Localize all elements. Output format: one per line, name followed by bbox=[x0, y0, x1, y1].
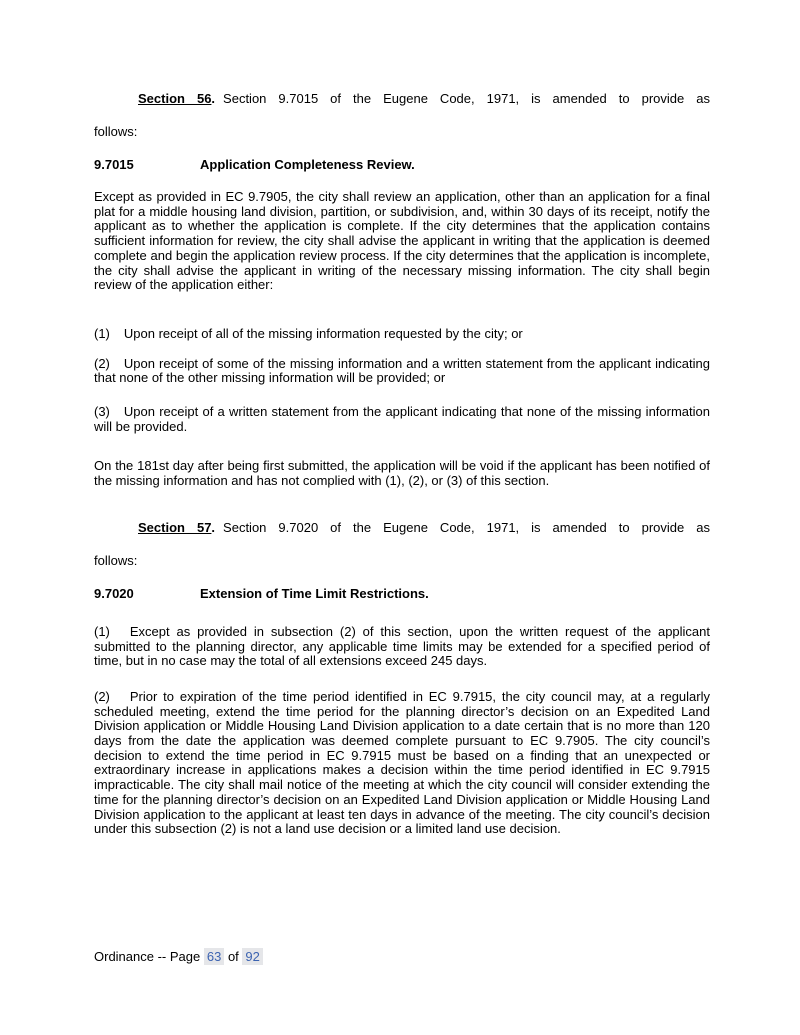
section-56-label-text: Section 56 bbox=[138, 91, 212, 106]
total-pages-field[interactable]: 92 bbox=[242, 948, 262, 965]
list-item-text: Upon receipt of some of the missing information and a written statement from the applicant indicating that none of the other missing information will be provided; or bbox=[94, 355, 710, 386]
section-56-label-period: . bbox=[211, 91, 216, 106]
section-56-label bbox=[138, 91, 215, 106]
code-number: 9.7020 bbox=[94, 585, 134, 601]
list-item-2 bbox=[94, 357, 710, 386]
footer-of-label: of bbox=[227, 948, 239, 964]
list-item-number: (3) bbox=[94, 404, 110, 420]
code-title: Extension of Time Limit Restrictions. bbox=[200, 585, 429, 601]
section-57 bbox=[94, 520, 710, 837]
section-57-label-period: . bbox=[211, 519, 216, 535]
subsection-1-paragraph bbox=[94, 625, 710, 669]
section-56-closing-paragraph: On the 181st day after being first submitted, the application will be void if the applicant has been notified of the missing information and has not complied with (1), (2), or (3) of this section. bbox=[94, 458, 710, 489]
section-57-intro-continuation: follows: bbox=[94, 552, 138, 568]
section-57-label bbox=[138, 520, 215, 535]
list-item-number: (2) bbox=[94, 355, 110, 371]
subsection-text: Prior to expiration of the time period identified in EC 9.7915, the city council may, at a regularly scheduled meeting, extend the time period for the planning director’s decision on an Expedited Land Division application or Middle Housing Land Division application to a date certain that is no more than 120 days from the date the application was deemed complete pursuant to EC 9.7905. The city council’s decision to extend the time period in EC 9.7915 must be based on a finding that an unexpected or extraordinary increase in applications makes a decision within the time period identified in EC 9.7915 impracticable. The city shall mail notice of the meeting at which the city council will consider extending the time for the planning director’s decision on an Expedited Land Division application or Middle Housing Land Division application to the applicant at least ten days in advance of the meeting. The city council’s decision under this subsection (2) is not a land use decision or a limited land use decision. bbox=[94, 688, 710, 837]
section-56-body-paragraph: Except as provided in EC 9.7905, the city shall review an application, other than an application for a final plat for a middle housing land division, partition, or subdivision, and, within 30 days of its receipt, notify the applicant as to whether the application is complete. If the city determines that the application contains sufficient information for review, the city shall advise the applicant in writing that the application is deemed complete and begin the application review process. If the city determines that the application is incomplete, the city shall advise the applicant in writing of the necessary missing information. The city shall begin review of the application either: bbox=[94, 189, 710, 293]
footer-prefix: Ordinance -- Page bbox=[94, 948, 201, 964]
list-item-text: Upon receipt of all of the missing information requested by the city; or bbox=[123, 325, 523, 341]
section-56-intro-line bbox=[94, 91, 710, 106]
section-56-intro-text: Section 9.7015 of the Eugene Code, 1971, is amended to provide as bbox=[223, 91, 710, 106]
list-item-text: Upon receipt of a written statement from the applicant indicating that none of the missing information will be provided. bbox=[94, 404, 710, 434]
subsection-number: (2) bbox=[94, 688, 110, 704]
code-heading-9-7015 bbox=[94, 157, 710, 172]
list-item-3 bbox=[94, 405, 710, 434]
page-footer bbox=[94, 947, 710, 967]
section-57-intro-line bbox=[94, 520, 710, 535]
code-title: Application Completeness Review. bbox=[200, 157, 415, 172]
section-56-intro-continuation: follows: bbox=[94, 124, 138, 139]
section-57-intro-text: Section 9.7020 of the Eugene Code, 1971, is amended to provide as bbox=[223, 519, 710, 535]
section-56 bbox=[94, 91, 710, 489]
subsection-2-paragraph bbox=[94, 690, 710, 837]
subsection-number: (1) bbox=[94, 623, 110, 639]
list-item-number: (1) bbox=[94, 325, 110, 341]
current-page-field[interactable]: 63 bbox=[204, 948, 224, 965]
list-item-1 bbox=[94, 327, 710, 342]
subsection-text: Except as provided in subsection (2) of this section, upon the written request of the applicant submitted to the planning director, any applicable time limits may be extended for a specified period of time, but in no case may the total of all extensions exceed 245 days. bbox=[94, 623, 710, 669]
section-57-label-text: Section 57 bbox=[138, 519, 212, 535]
code-heading-9-7020 bbox=[94, 586, 710, 601]
code-number: 9.7015 bbox=[94, 157, 134, 172]
